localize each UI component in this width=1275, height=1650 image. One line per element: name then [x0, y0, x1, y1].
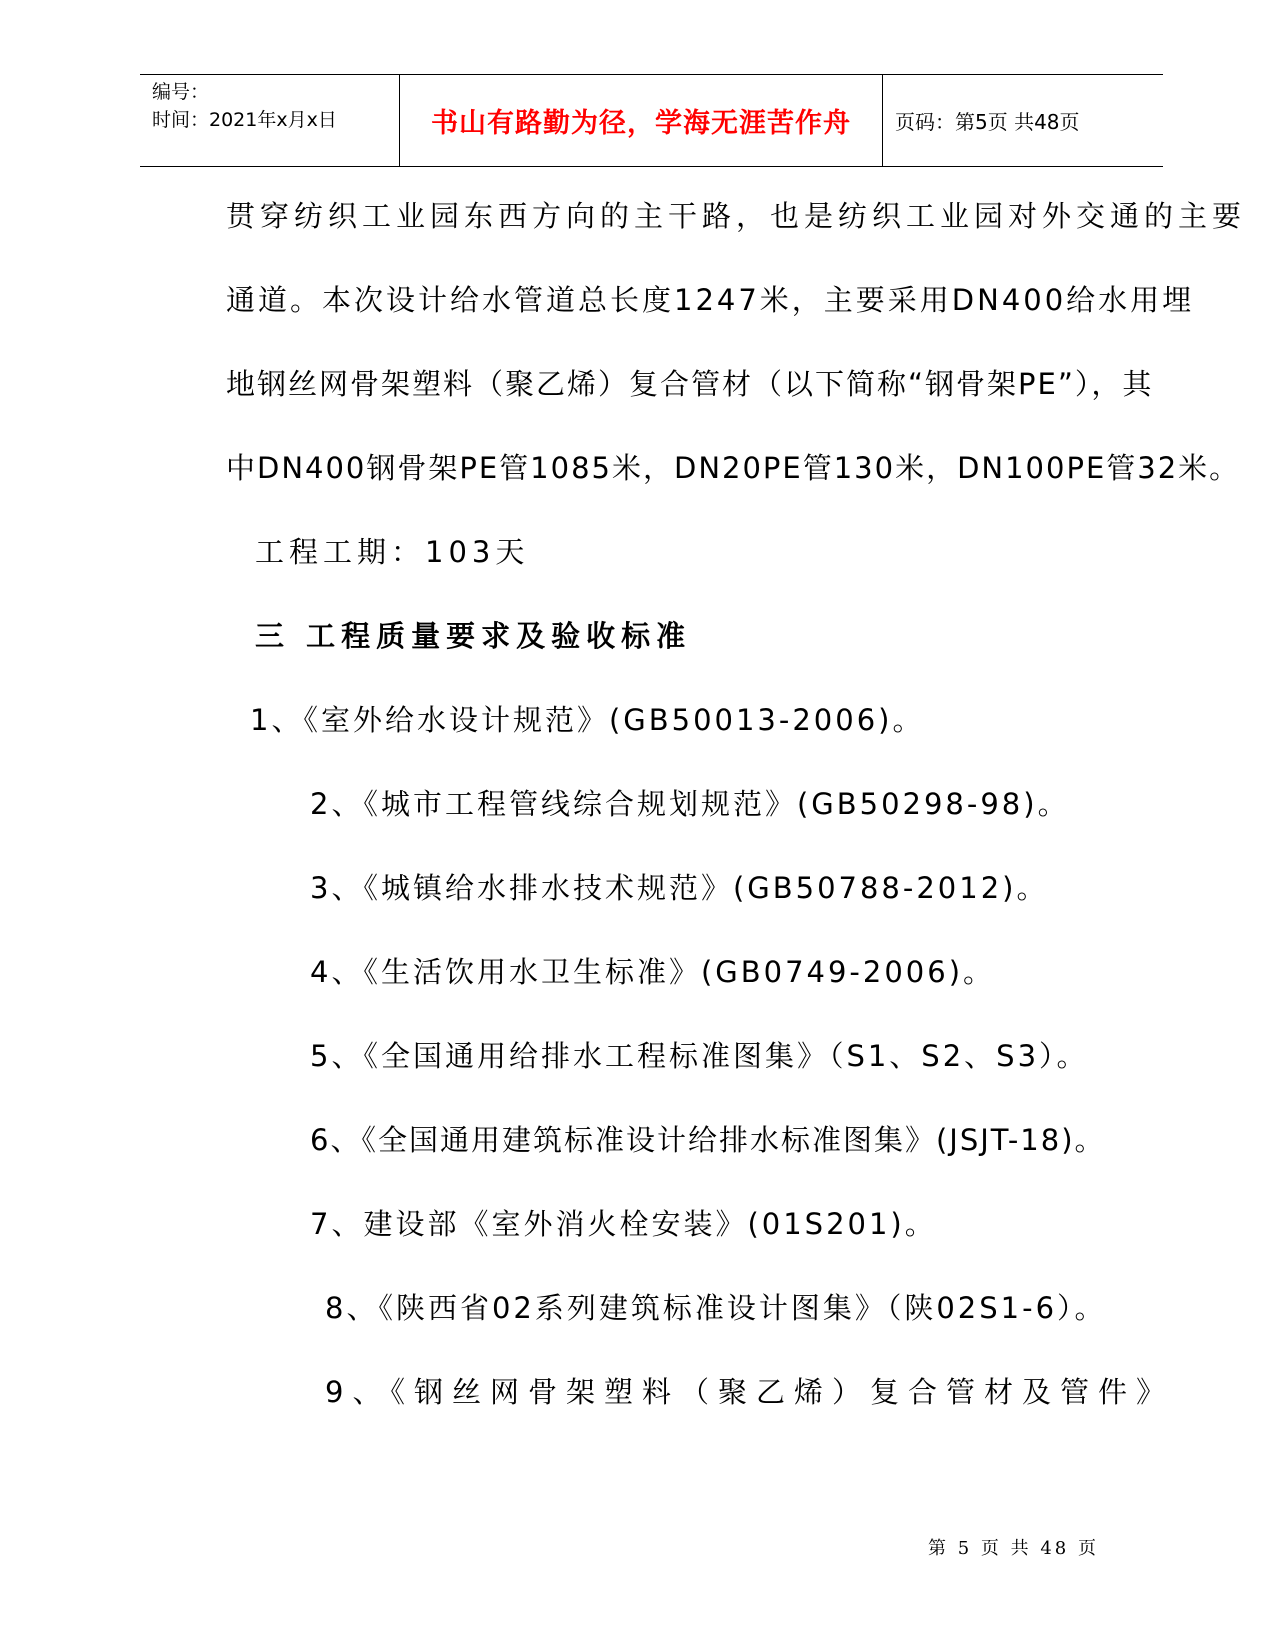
standard-item: 4、《生活饮用水卫生标准》(GB0749-2006)。 — [310, 955, 996, 989]
standard-item: 9、《钢丝网骨架塑料（聚乙烯）复合管材及管件》 — [325, 1375, 1174, 1409]
time-label: 时间：2021年x月x日 — [152, 109, 337, 131]
standard-item: 7、建设部《室外消火栓安装》(01S201)。 — [310, 1207, 937, 1241]
standard-item: 8、《陕西省02系列建筑标准设计图集》（陕02S1-6）。 — [325, 1291, 1107, 1325]
standard-item: 6、《全国通用建筑标准设计给排水标准图集》(JSJT-18)。 — [310, 1123, 1106, 1157]
header-page-info: 页码：第5页 共48页 — [895, 110, 1080, 134]
standard-item: 5、《全国通用给排水工程标准图集》（S1、S2、S3）。 — [310, 1039, 1089, 1073]
number-label: 编号： — [152, 81, 210, 103]
standard-item: 1、《室外给水设计规范》(GB50013-2006)。 — [250, 703, 925, 737]
paragraph-line: 通道。本次设计给水管道总长度1247米，主要采用DN400给水用埋 — [226, 283, 1195, 317]
standard-item: 3、《城镇给水排水技术规范》(GB50788-2012)。 — [310, 871, 1049, 905]
paragraph-line: 地钢丝网骨架塑料（聚乙烯）复合管材（以下简称“钢骨架PE”），其 — [226, 367, 1154, 401]
paragraph-line: 贯穿纺织工业园东西方向的主干路，也是纺织工业园对外交通的主要 — [226, 199, 1247, 233]
page-header — [140, 74, 1163, 167]
standard-item: 2、《城市工程管线综合规划规范》(GB50298-98)。 — [310, 787, 1070, 821]
section-heading: 三 工程质量要求及验收标准 — [255, 619, 692, 653]
page-footer: 第 5 页 共 48 页 — [928, 1538, 1099, 1559]
header-motto: 书山有路勤为径，学海无涯苦作舟 — [400, 75, 883, 166]
header-meta — [140, 75, 400, 166]
paragraph-line: 中DN400钢骨架PE管1085米，DN20PE管130米，DN100PE管32米。 — [226, 451, 1241, 485]
duration-line: 工程工期：103天 — [255, 535, 530, 569]
